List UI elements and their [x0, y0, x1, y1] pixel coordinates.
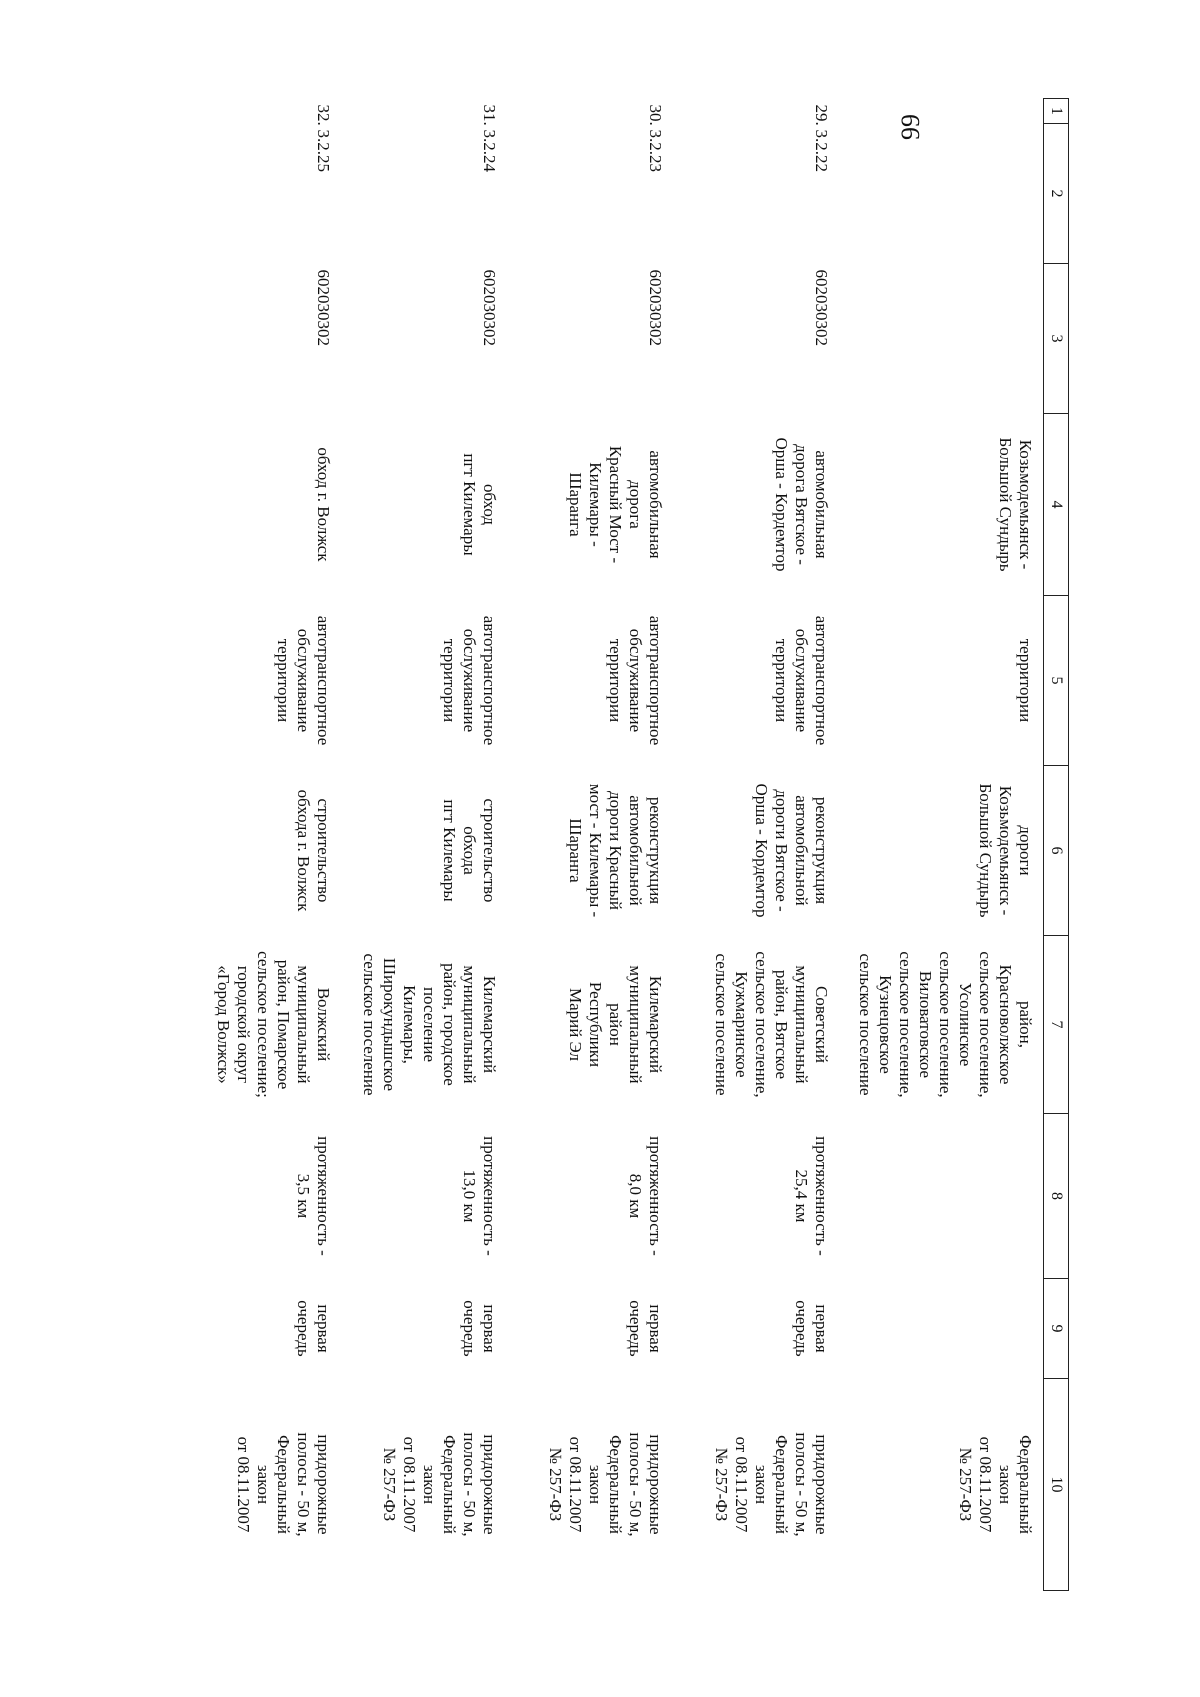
cell-purpose: автотранспортное обслуживание территории [772, 615, 831, 746]
table-row [199, 99, 351, 1591]
cell-number: 32. [314, 104, 333, 126]
cell-index: 3.2.25 [314, 129, 333, 172]
column-number-header [1044, 99, 1069, 1591]
column-header: 5 [1044, 596, 1069, 766]
table-row [517, 99, 683, 1591]
cell-zones: придорожные полосы - 50 м, Федеральный закон от 08.11.2007 № 257-ФЗ [546, 1432, 665, 1537]
cell-number: 30. [646, 104, 665, 126]
cell-characteristics: протяженность - 8,0 км [626, 1136, 665, 1256]
column-header: 6 [1044, 766, 1069, 936]
cell-stage: первая очередь [294, 1300, 333, 1357]
cell-measure: реконструкция автомобильной дороги Вятское - Орша - Кордемтор [752, 783, 831, 918]
cell-characteristics: протяженность - 25,4 км [792, 1136, 831, 1256]
cell-code [849, 264, 1044, 414]
column-header: 4 [1044, 414, 1069, 596]
cell-measure: дороги Козьмодемьянск - Большой Сундырь [976, 783, 1035, 918]
cell-number [849, 99, 1044, 124]
page-number: 99 [896, 114, 925, 140]
cell-stage: первая очередь [792, 1300, 831, 1357]
cell-index: 3.2.24 [480, 129, 499, 172]
cell-stage: первая очередь [626, 1300, 665, 1357]
cell-purpose: автотранспортное обслуживание территории [274, 615, 333, 746]
cell-stage: первая очередь [460, 1300, 499, 1357]
cell-stage [849, 1279, 1044, 1379]
table-row [683, 99, 849, 1591]
infrastructure-table [199, 98, 1069, 1591]
cell-location: Килемарский муниципальный район, городское поселение Килемары, Широкундышское сельское поселение [360, 953, 499, 1096]
cell-purpose: автотранспортное обслуживание территории [440, 615, 499, 746]
cell-object-name: автомобильная дорога Вятское - Орша - Кордемтор [772, 437, 831, 572]
cell-number: 31. [480, 104, 499, 126]
cell-purpose: автотранспортное обслуживание территории [606, 615, 665, 746]
cell-code: 602030302 [314, 269, 333, 346]
cell-location: Советский муниципальный район, Вятское сельское поселение, Кужмаринское сельское поселение [712, 951, 831, 1098]
column-header: 8 [1044, 1114, 1069, 1279]
table-row-continuation [849, 99, 1044, 1591]
cell-code: 602030302 [812, 269, 831, 346]
cell-code: 602030302 [646, 269, 665, 346]
cell-object-name: автомобильная дорога Красный Мост - Килемары - Шаранга [566, 445, 665, 564]
cell-index [849, 124, 1044, 264]
cell-object-name: Козьмодемьянск - Большой Сундырь [996, 437, 1035, 572]
cell-zones: Федеральный закон от 08.11.2007 № 257-ФЗ [956, 1435, 1035, 1534]
cell-object-name: обход г. Волжск [314, 447, 333, 562]
cell-index: 3.2.23 [646, 129, 665, 172]
cell-zones: придорожные полосы - 50 м, Федеральный закон от 08.11.2007 [234, 1432, 333, 1537]
column-header: 1 [1044, 99, 1069, 124]
cell-zones: придорожные полосы - 50 м, Федеральный закон от 08.11.2007 № 257-ФЗ [712, 1432, 831, 1537]
column-header: 10 [1044, 1379, 1069, 1591]
cell-measure: строительство обхода г. Волжск [294, 789, 333, 912]
column-header: 3 [1044, 264, 1069, 414]
cell-zones: придорожные полосы - 50 м, Федеральный закон от 08.11.2007 № 257-ФЗ [380, 1432, 499, 1537]
column-header: 2 [1044, 124, 1069, 264]
column-header: 9 [1044, 1279, 1069, 1379]
cell-index: 3.2.22 [812, 129, 831, 172]
cell-object-name: обход пгт Килемары [460, 453, 499, 556]
table-row [351, 99, 517, 1591]
cell-measure: строительство обхода пгт Килемары [440, 798, 499, 903]
cell-characteristics [849, 1114, 1044, 1279]
cell-location: Волжский муниципальный район, Помарское сельское поселение; городской округ «Город Волжск» [214, 951, 333, 1098]
cell-characteristics: протяженность - 3,5 км [294, 1136, 333, 1256]
column-header: 7 [1044, 936, 1069, 1114]
cell-location: Килемарский муниципальный район Республики Марий Эл [566, 965, 665, 1084]
cell-number: 29. [812, 104, 831, 126]
cell-location: район, Красноволжское сельское поселение, Усолинское сельское поселение, Виловатовское сельское поселение, Кузнецовское сельское поселение [856, 951, 1035, 1098]
cell-measure: реконструкция автомобильной дороги Красный мост - Килемары - Шаранга [566, 783, 665, 918]
cell-characteristics: протяженность - 13,0 км [460, 1136, 499, 1256]
cell-code: 602030302 [480, 269, 499, 346]
cell-purpose: территории [1016, 638, 1035, 723]
